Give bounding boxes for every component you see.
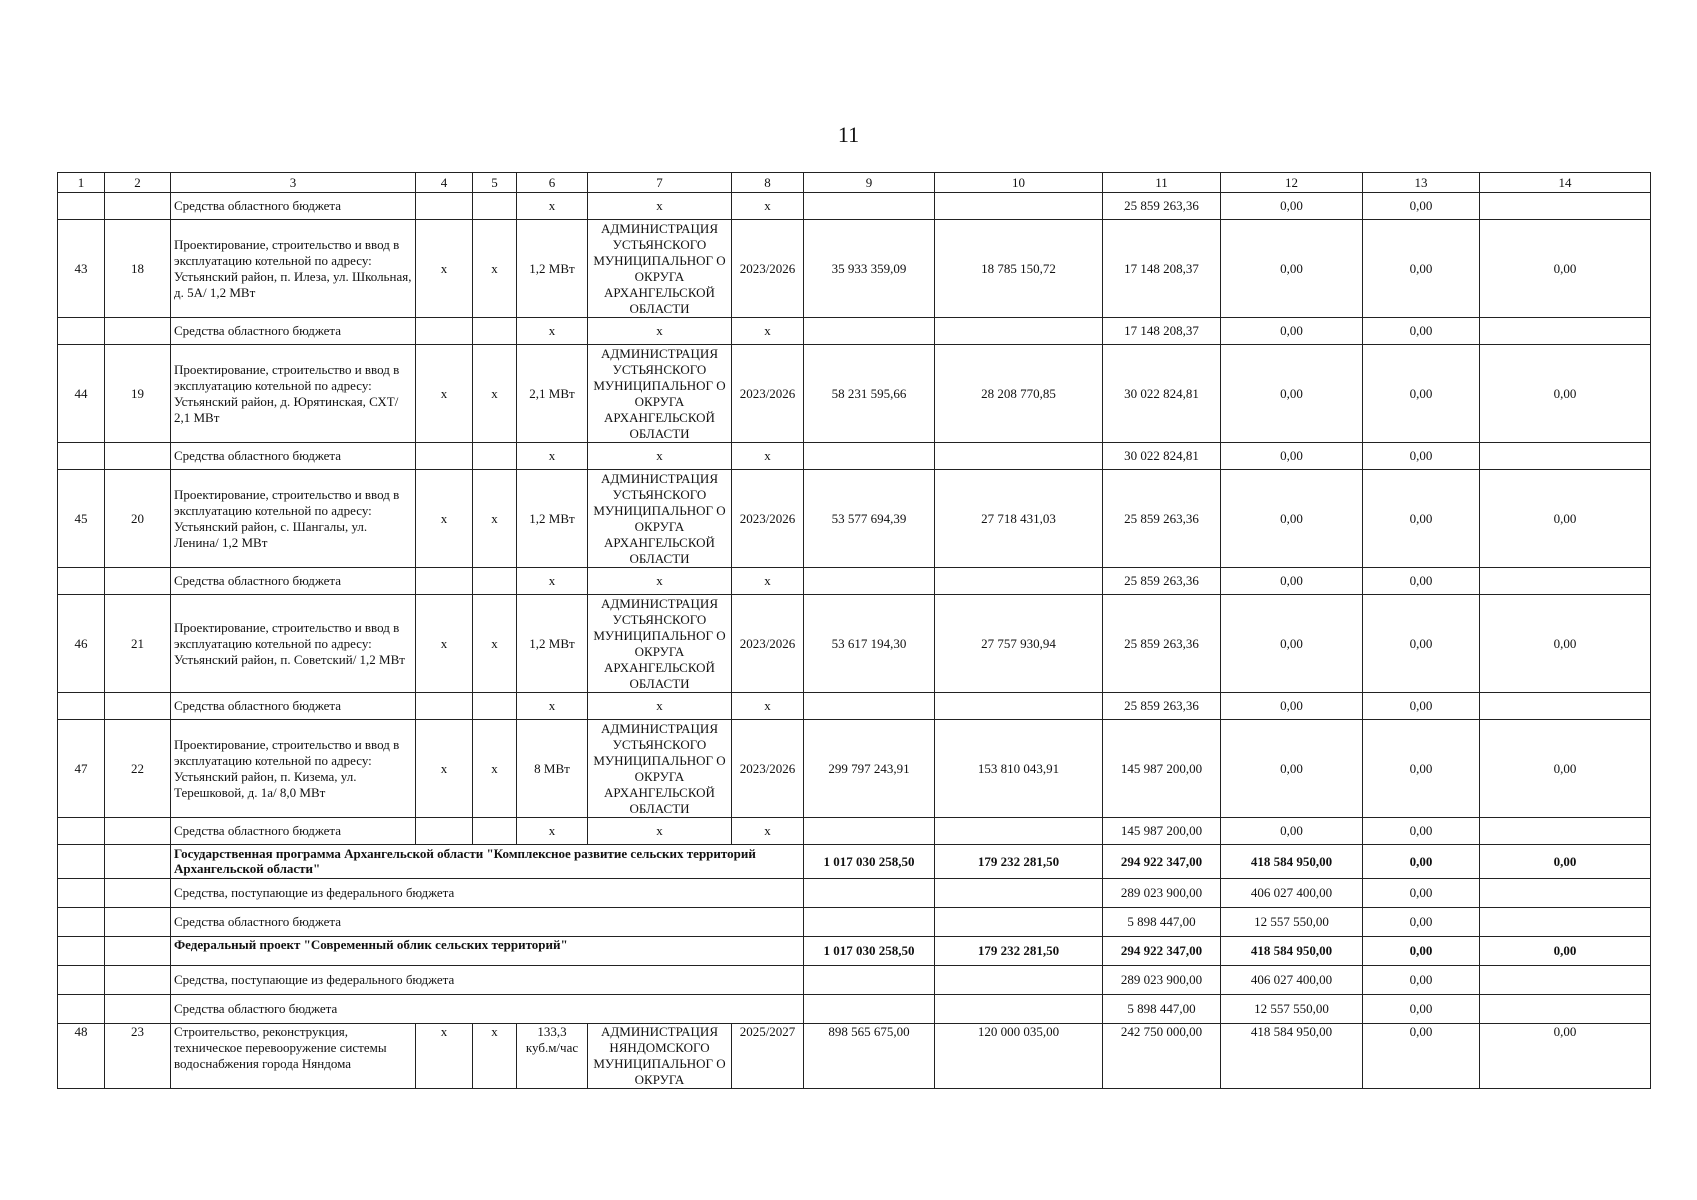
table-row	[58, 318, 1651, 345]
cell: 27 757 930,94	[935, 595, 1103, 693]
cell: 53 577 694,39	[804, 470, 935, 568]
table-row	[58, 568, 1651, 595]
cell: 21	[105, 595, 171, 693]
cell: 0,00	[1363, 720, 1480, 818]
table-row	[58, 345, 1651, 443]
cell: 0,00	[1363, 595, 1480, 693]
cell: 30 022 824,81	[1103, 443, 1221, 470]
cell: 0,00	[1480, 595, 1651, 693]
cell: х	[416, 220, 473, 318]
cell: 35 933 359,09	[804, 220, 935, 318]
cell: 27 718 431,03	[935, 470, 1103, 568]
project-name: Проектирование, строительство и ввод в эксплуатацию котельной по адресу: Устьянский район, п. Илеза, ул. Школьная, д. 5А/ 1,2 МВт	[171, 220, 416, 318]
cell: 25 859 263,36	[1103, 193, 1221, 220]
cell: 179 232 281,50	[935, 845, 1103, 879]
cell: 0,00	[1363, 318, 1480, 345]
cell: 2,1 МВт	[517, 345, 588, 443]
column-header: 14	[1480, 173, 1651, 193]
cell: 30 022 824,81	[1103, 345, 1221, 443]
column-header: 9	[804, 173, 935, 193]
cell: х	[517, 568, 588, 595]
responsible-org: АДМИНИСТРАЦИЯ УСТЬЯНСКОГО МУНИЦИПАЛЬНОГ О ОКРУГА АРХАНГЕЛЬСКОЙ ОБЛАСТИ	[588, 470, 732, 568]
cell: 25 859 263,36	[1103, 568, 1221, 595]
cell: 0,00	[1363, 818, 1480, 845]
cell: 120 000 035,00	[935, 1024, 1103, 1089]
cell: 0,00	[1363, 345, 1480, 443]
cell: 8 МВт	[517, 720, 588, 818]
cell: 20	[105, 470, 171, 568]
cell: 22	[105, 720, 171, 818]
cell: х	[588, 568, 732, 595]
cell: х	[732, 318, 804, 345]
cell: х	[473, 595, 517, 693]
cell: 17 148 208,37	[1103, 318, 1221, 345]
table-row	[58, 193, 1651, 220]
cell: 19	[105, 345, 171, 443]
cell: 0,00	[1363, 879, 1480, 908]
project-name: Проектирование, строительство и ввод в эксплуатацию котельной по адресу: Устьянский район, п. Кизема, ул. Терешковой, д. 1а/ 8,0 МВт	[171, 720, 416, 818]
cell: х	[517, 818, 588, 845]
cell: 2023/2026	[732, 720, 804, 818]
cell: 0,00	[1363, 845, 1480, 879]
cell: х	[416, 720, 473, 818]
cell: 12 557 550,00	[1221, 995, 1363, 1024]
responsible-org: АДМИНИСТРАЦИЯ УСТЬЯНСКОГО МУНИЦИПАЛЬНОГ О ОКРУГА АРХАНГЕЛЬСКОЙ ОБЛАСТИ	[588, 595, 732, 693]
cell: 1 017 030 258,50	[804, 845, 935, 879]
cell: 0,00	[1363, 193, 1480, 220]
cell: х	[732, 693, 804, 720]
cell: 0,00	[1221, 345, 1363, 443]
table-row	[58, 443, 1651, 470]
cell: 0,00	[1363, 1024, 1480, 1089]
budget-table	[57, 172, 1651, 1089]
cell: х	[473, 1024, 517, 1089]
cell: 406 027 400,00	[1221, 966, 1363, 995]
cell: 5 898 447,00	[1103, 995, 1221, 1024]
cell: 12 557 550,00	[1221, 908, 1363, 937]
cell: 46	[58, 595, 105, 693]
cell: 133,3 куб.м/час	[517, 1024, 588, 1089]
column-header: 4	[416, 173, 473, 193]
cell: 0,00	[1221, 693, 1363, 720]
cell: 1,2 МВт	[517, 220, 588, 318]
cell: 0,00	[1363, 443, 1480, 470]
funding-source-label: Средства областюго бюджета	[171, 995, 804, 1024]
cell: 1 017 030 258,50	[804, 937, 935, 966]
responsible-org: АДМИНИСТРАЦИЯ УСТЬЯНСКОГО МУНИЦИПАЛЬНОГ О ОКРУГА АРХАНГЕЛЬСКОЙ ОБЛАСТИ	[588, 220, 732, 318]
cell: 0,00	[1221, 318, 1363, 345]
project-total-row	[58, 937, 1651, 966]
cell: х	[732, 443, 804, 470]
page-number: 11	[837, 122, 860, 147]
cell: 45	[58, 470, 105, 568]
cell: 5 898 447,00	[1103, 908, 1221, 937]
cell: х	[416, 470, 473, 568]
cell: 58 231 595,66	[804, 345, 935, 443]
cell: 0,00	[1221, 220, 1363, 318]
cell: х	[588, 193, 732, 220]
cell: 0,00	[1480, 937, 1651, 966]
cell: 898 565 675,00	[804, 1024, 935, 1089]
cell: 2025/2027	[732, 1024, 804, 1089]
cell: 0,00	[1480, 720, 1651, 818]
cell: 1,2 МВт	[517, 470, 588, 568]
responsible-org: АДМИНИСТРАЦИЯ УСТЬЯНСКОГО МУНИЦИПАЛЬНОГ О ОКРУГА АРХАНГЕЛЬСКОЙ ОБЛАСТИ	[588, 345, 732, 443]
cell: 2023/2026	[732, 470, 804, 568]
cell: 0,00	[1221, 470, 1363, 568]
cell: 0,00	[1480, 220, 1651, 318]
cell: 0,00	[1363, 966, 1480, 995]
cell: х	[588, 818, 732, 845]
cell: 25 859 263,36	[1103, 693, 1221, 720]
cell: 418 584 950,00	[1221, 845, 1363, 879]
cell: 418 584 950,00	[1221, 937, 1363, 966]
table-row	[58, 966, 1651, 995]
funding-source-label: Средства областного бюджета	[171, 443, 416, 470]
cell: 0,00	[1221, 443, 1363, 470]
cell: 47	[58, 720, 105, 818]
cell: 0,00	[1363, 220, 1480, 318]
cell: 23	[105, 1024, 171, 1089]
cell: 145 987 200,00	[1103, 818, 1221, 845]
table-row	[58, 908, 1651, 937]
table-row	[58, 693, 1651, 720]
cell: х	[416, 595, 473, 693]
cell: 18	[105, 220, 171, 318]
cell: х	[588, 443, 732, 470]
cell: 0,00	[1221, 720, 1363, 818]
table-row	[58, 595, 1651, 693]
cell: 0,00	[1480, 470, 1651, 568]
cell: 299 797 243,91	[804, 720, 935, 818]
cell: х	[517, 318, 588, 345]
cell: х	[473, 220, 517, 318]
cell: х	[473, 345, 517, 443]
cell: х	[517, 443, 588, 470]
column-header: 12	[1221, 173, 1363, 193]
cell: 48	[58, 1024, 105, 1089]
cell: 418 584 950,00	[1221, 1024, 1363, 1089]
funding-source-label: Средства областного бюджета	[171, 568, 416, 595]
cell: 294 922 347,00	[1103, 845, 1221, 879]
cell: 0,00	[1480, 1024, 1651, 1089]
table-row	[58, 220, 1651, 318]
column-header: 13	[1363, 173, 1480, 193]
project-title: Федеральный проект "Современный облик сельских территорий"	[171, 937, 804, 966]
cell: х	[732, 568, 804, 595]
project-name: Проектирование, строительство и ввод в эксплуатацию котельной по адресу: Устьянский район, д. Юрятинская, СХТ/ 2,1 МВт	[171, 345, 416, 443]
funding-source-label: Средства областного бюджета	[171, 693, 416, 720]
column-header: 11	[1103, 173, 1221, 193]
cell: 53 617 194,30	[804, 595, 935, 693]
cell: 44	[58, 345, 105, 443]
cell: 0,00	[1363, 470, 1480, 568]
cell: х	[732, 193, 804, 220]
cell: х	[588, 693, 732, 720]
cell: 0,00	[1221, 193, 1363, 220]
cell: 0,00	[1363, 937, 1480, 966]
cell: 242 750 000,00	[1103, 1024, 1221, 1089]
project-name: Проектирование, строительство и ввод в эксплуатацию котельной по адресу: Устьянский район, с. Шангалы, ул. Ленина/ 1,2 МВт	[171, 470, 416, 568]
cell: 43	[58, 220, 105, 318]
cell: 2023/2026	[732, 345, 804, 443]
cell: 179 232 281,50	[935, 937, 1103, 966]
funding-source-label: Средства, поступающие из федерального бюджета	[171, 879, 804, 908]
column-header: 3	[171, 173, 416, 193]
column-header: 5	[473, 173, 517, 193]
funding-source-label: Средства областного бюджета	[171, 908, 804, 937]
funding-source-label: Средства областного бюджета	[171, 318, 416, 345]
cell: 0,00	[1363, 693, 1480, 720]
project-name: Проектирование, строительство и ввод в эксплуатацию котельной по адресу: Устьянский район, п. Советский/ 1,2 МВт	[171, 595, 416, 693]
project-name: Строительство, реконструкция, техническое перевооружение системы водоснабжения города Няндома	[171, 1024, 416, 1089]
cell: 406 027 400,00	[1221, 879, 1363, 908]
column-header: 10	[935, 173, 1103, 193]
cell: х	[416, 1024, 473, 1089]
table-row	[58, 1024, 1651, 1089]
program-title: Государственная программа Архангельской области "Комплексное развитие сельских территорий Архангельской области"	[171, 845, 804, 879]
cell: 153 810 043,91	[935, 720, 1103, 818]
program-total-row	[58, 845, 1651, 879]
cell: х	[588, 318, 732, 345]
cell: х	[473, 720, 517, 818]
cell: 1,2 МВт	[517, 595, 588, 693]
funding-source-label: Средства областного бюджета	[171, 818, 416, 845]
cell: 145 987 200,00	[1103, 720, 1221, 818]
cell: 0,00	[1363, 568, 1480, 595]
responsible-org: АДМИНИСТРАЦИЯ НЯНДОМСКОГО МУНИЦИПАЛЬНОГ О ОКРУГА	[588, 1024, 732, 1089]
cell: х	[473, 470, 517, 568]
cell: 25 859 263,36	[1103, 470, 1221, 568]
cell: х	[517, 693, 588, 720]
column-header: 6	[517, 173, 588, 193]
cell: 0,00	[1480, 845, 1651, 879]
responsible-org: АДМИНИСТРАЦИЯ УСТЬЯНСКОГО МУНИЦИПАЛЬНОГ О ОКРУГА АРХАНГЕЛЬСКОЙ ОБЛАСТИ	[588, 720, 732, 818]
funding-source-label: Средства, поступающие из федерального бюджета	[171, 966, 804, 995]
cell: х	[517, 193, 588, 220]
funding-source-label: Средства областного бюджета	[171, 193, 416, 220]
cell: 289 023 900,00	[1103, 879, 1221, 908]
table-header-row	[58, 173, 1651, 193]
cell: х	[732, 818, 804, 845]
column-header: 1	[58, 173, 105, 193]
cell: 0,00	[1221, 568, 1363, 595]
cell: 2023/2026	[732, 595, 804, 693]
column-header: 8	[732, 173, 804, 193]
cell: 0,00	[1221, 818, 1363, 845]
column-header: 2	[105, 173, 171, 193]
cell: 0,00	[1221, 595, 1363, 693]
table-row	[58, 470, 1651, 568]
table-row	[58, 879, 1651, 908]
cell: 2023/2026	[732, 220, 804, 318]
table-row	[58, 818, 1651, 845]
cell: 0,00	[1480, 345, 1651, 443]
cell: 17 148 208,37	[1103, 220, 1221, 318]
table-row	[58, 720, 1651, 818]
cell: 0,00	[1363, 908, 1480, 937]
cell: 0,00	[1363, 995, 1480, 1024]
cell: х	[416, 345, 473, 443]
column-header: 7	[588, 173, 732, 193]
cell: 294 922 347,00	[1103, 937, 1221, 966]
cell: 28 208 770,85	[935, 345, 1103, 443]
cell: 18 785 150,72	[935, 220, 1103, 318]
table-row	[58, 995, 1651, 1024]
cell: 289 023 900,00	[1103, 966, 1221, 995]
cell: 25 859 263,36	[1103, 595, 1221, 693]
